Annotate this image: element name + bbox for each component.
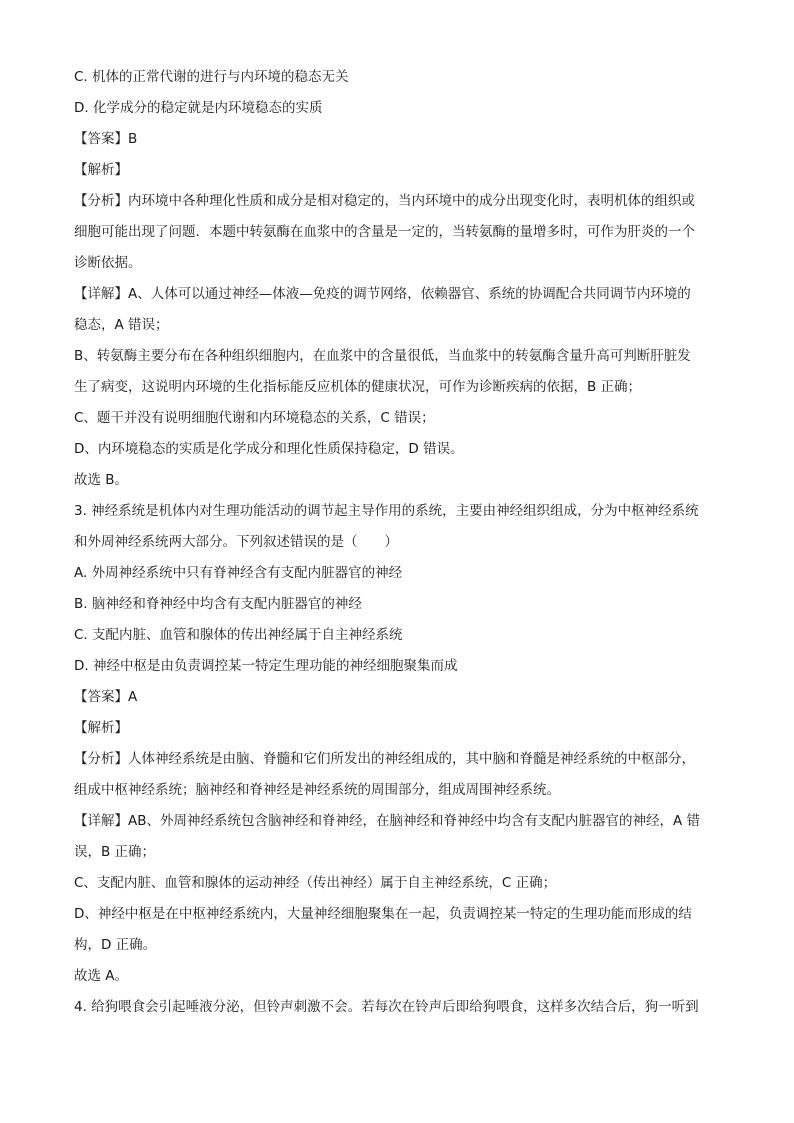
- q3-choose: 故选 A。: [74, 968, 129, 984]
- q2-c-line: C、题干并没有说明细胞代谢和内环境稳态的关系，C 错误；: [74, 410, 435, 426]
- q2-fenxi-line-2: 细胞可能出现了问题．本题中转氨酶在血浆中的含量是一定的，当转氨酶的量增多时，可作为肝炎的一个: [74, 224, 695, 240]
- document-page: [74, 62, 724, 1023]
- q2-analysis-label: 【解析】: [74, 162, 128, 178]
- q2-fenxi-line-1: 【分析】内环境中各种理化性质和成分是相对稳定的，当内环境中的成分出现变化时，表明机体的组织或: [74, 193, 695, 209]
- q2-answer: 【答案】B: [74, 131, 138, 147]
- q3-xiangjie-line-2: 误，B 正确；: [74, 844, 156, 860]
- q2-xiangjie-line-2: 稳态，A 错误；: [74, 317, 169, 333]
- q3-fenxi-line-2: 组成中枢神经系统；脑神经和脊神经是神经系统的周围部分，组成周围神经系统。: [74, 782, 560, 798]
- q3-d-line-1: D、神经中枢是在中枢神经系统内，大量神经细胞聚集在一起，负责调控某一特定的生理功能而形成的结: [74, 906, 692, 922]
- q3-option-c: C. 支配内脏、血管和腺体的传出神经属于自主神经系统: [74, 627, 403, 643]
- q3-d-line-2: 构，D 正确。: [74, 937, 157, 953]
- q3-answer: 【答案】A: [74, 689, 138, 705]
- q3-stem-line-2: 和外周神经系统两大部分。下列叙述错误的是（ ）: [74, 534, 398, 550]
- q3-option-d: D. 神经中枢是由负责调控某一特定生理功能的神经细胞聚集而成: [74, 658, 458, 674]
- q3-c-line: C、支配内脏、血管和腺体的运动神经（传出神经）属于自主神经系统，C 正确；: [74, 875, 557, 891]
- q2-b-line-1: B、转氨酶主要分布在各种组织细胞内，在血浆中的含量很低，当血浆中的转氨酶含量升高可判断肝脏发: [74, 348, 691, 364]
- q3-analysis-label: 【解析】: [74, 720, 128, 736]
- q2-xiangjie-line-1: 【详解】A、人体可以通过神经—体液—免疫的调节网络，依赖器官、系统的协调配合共同调节内环境的: [74, 286, 691, 302]
- q3-stem-line-1: 3. 神经系统是机体内对生理功能活动的调节起主导作用的系统，主要由神经组织组成，分为中枢神经系统: [74, 503, 699, 519]
- q4-stem-line-1: 4. 给狗喂食会引起唾液分泌，但铃声刺激不会。若每次在铃声后即给狗喂食，这样多次结合后，狗一听到: [74, 999, 699, 1015]
- q3-fenxi-line-1: 【分析】人体神经系统是由脑、脊髓和它们所发出的神经组成的，其中脑和脊髓是神经系统的中枢部分，: [74, 751, 695, 767]
- q2-fenxi-line-3: 诊断依据。: [74, 255, 142, 271]
- q2-d-line: D、内环境稳态的实质是化学成分和理化性质保持稳定，D 错误。: [74, 441, 464, 457]
- q3-option-b: B. 脑神经和脊神经中均含有支配内脏器官的神经: [74, 596, 362, 612]
- q3-xiangjie-line-1: 【详解】AB、外周神经系统包含脑神经和脊神经，在脑神经和脊神经中均含有支配内脏器官的神经，A 错: [74, 813, 701, 829]
- q2-b-line-2: 生了病变，这说明内环境的生化指标能反应机体的健康状况，可作为诊断疾病的依据，B 正确；: [74, 379, 642, 395]
- q2-choose: 故选 B。: [74, 472, 129, 488]
- q2-option-c: C. 机体的正常代谢的进行与内环境的稳态无关: [74, 69, 349, 85]
- q2-option-d: D. 化学成分的稳定就是内环境稳态的实质: [74, 100, 323, 116]
- q3-option-a: A. 外周神经系统中只有脊神经含有支配内脏器官的神经: [74, 565, 403, 581]
